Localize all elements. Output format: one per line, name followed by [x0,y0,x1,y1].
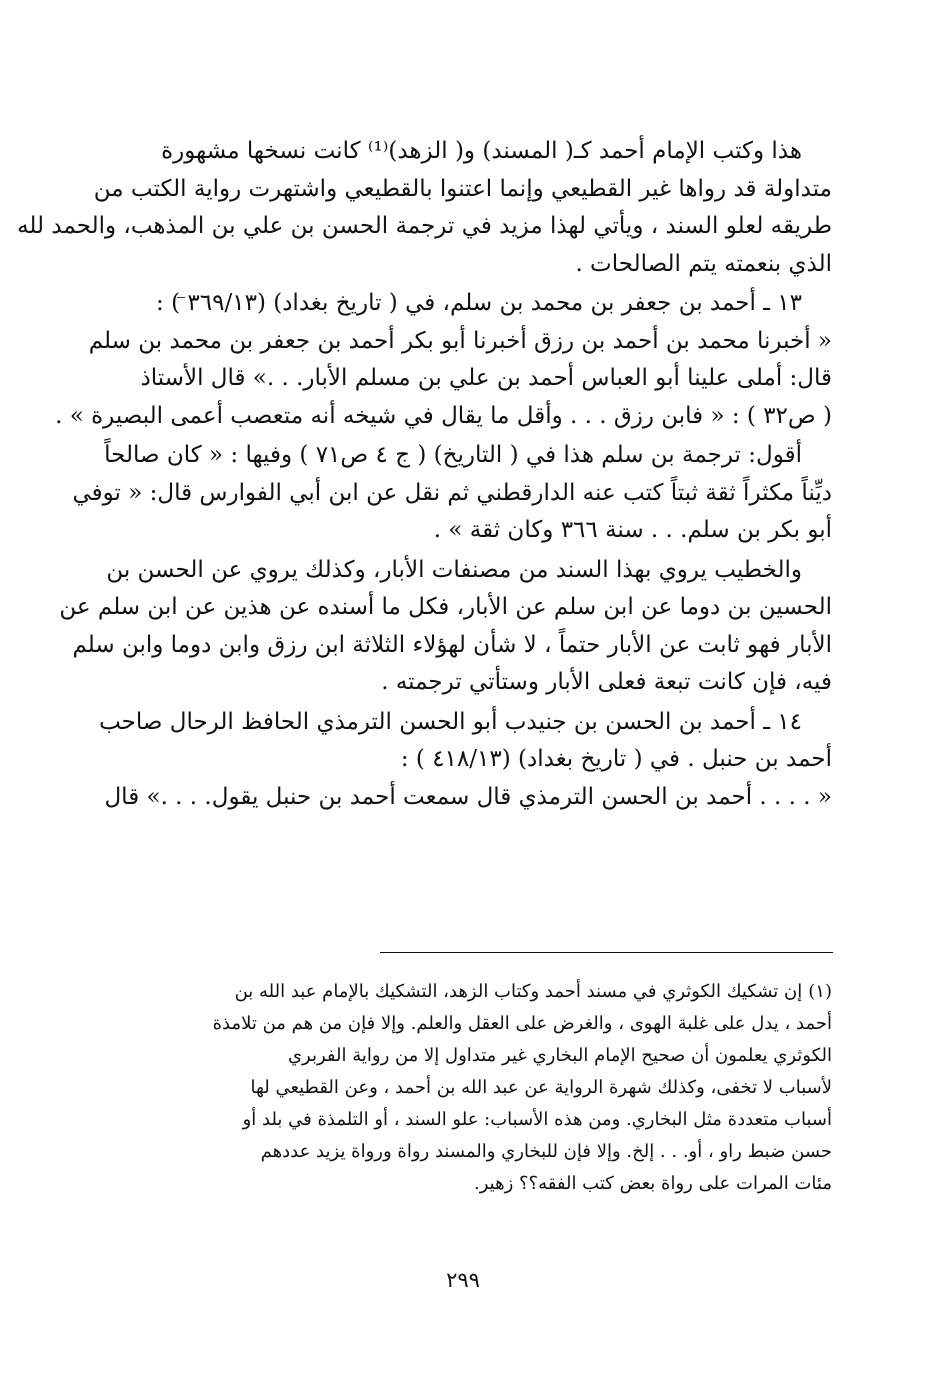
footnote-separator [380,952,833,953]
text-line: طريقه لعلو السند ، ويأتي لهذا مزيد في ترجمة الحسن بن علي بن المذهب، والحمد لله [17,213,832,239]
footnote-line: حسن ضبط راو ، أو. . . إلخ. وإلا فإن للبخاري والمسند رواة ورواة يزيد عددهم [260,1141,832,1162]
text-line: « أخبرنا محمد بن أحمد بن رزق أخبرنا أبو بكر أحمد بن جعفر بن محمد بن سلم [88,327,832,354]
footnote [118,976,832,1200]
stray-mark [177,297,185,298]
text-line: قال: أملى علينا أبو العباس أحمد بن علي بن مسلم الأبار. . .» قال الأستاذ [140,365,832,391]
text-line: والخطيب يروي بهذا السند من مصنفات الأبار، وكذلك يروي عن الحسن بن [106,556,802,583]
paragraph-3 [72,437,832,550]
text-line: هذا وكتب الإمام أحمد كـ( المسند) و( الزهد)⁽¹⁾ كانت نسخها مشهورة [161,138,802,164]
main-text [17,133,832,818]
footnote-line [118,976,832,1008]
footnote-number: (١) [808,981,832,1002]
footnote-line: أسباب متعددة مثل البخاري. ومن هذه الأسباب: علو السند ، أو التلمذة في بلد أو [242,1109,832,1130]
footnote-line: الكوثري يعلمون أن صحيح الإمام البخاري غير متداول إلا من رواية الفربري [287,1045,832,1066]
text-line: متداولة قد رواها غير القطيعي وإنما اعتنوا بالقطيعي واشتهرت رواية الكتب من [93,175,832,202]
text-line: « . . . . أحمد بن الحسن الترمذي قال سمعت أحمد بن حنبل يقول. . . .» قال [104,783,832,810]
page-number: ٢٩٩ [446,1268,480,1292]
text-line: ١٤ ـ أحمد بن الحسن بن جنيدب أبو الحسن الترمذي الحافظ الرحال صاحب [99,708,802,735]
text-line: ( ص٣٢ ) : « فابن رزق . . . وأقل ما يقال في شيخه أنه متعصب أعمى البصيرة » . [55,402,832,429]
footnote-text: إن تشكيك الكوثري في مسند أحمد وكتاب الزهد، التشكيك بالإمام عبد الله بن [234,981,803,1002]
text-line: ١٣ ـ أحمد بن جعفر بن محمد بن سلم، في ( تاريخ بغداد) (٣٦٩/١٣ ) : [156,290,802,316]
paragraph-1 [17,133,832,283]
text-line: ديِّناً مكثراً ثقة ثبتاً كتب عنه الدارقطني ثم نقل عن ابن أبي الفوارس قال: « توفي [72,479,832,506]
text-line: أقول: ترجمة بن سلم هذا في ( التاريخ) ( ج ٤ ص٧١ ) وفيها : « كان صالحاً [104,442,802,468]
text-line: الذي بنعمته يتم الصالحات . [575,250,832,277]
text-line: الأبار فهو ثابت عن الأبار حتماً ، لا شأن لهؤلاء الثلاثة ابن رزق وابن دوما وابن سلم [72,631,832,658]
footnote-line: أحمد ، يدل على غلبة الهوى ، والغرض على العقل والعلم. وإلا فإن من هم من تلامذة [212,1013,832,1034]
paragraph-4 [59,552,832,702]
paragraph-2 [55,285,832,435]
footnote-line: لأسباب لا تخفى، وكذلك شهرة الرواية عن عبد الله بن أحمد ، وعن القطيعي لها [250,1077,832,1098]
footnote-line: مئات المرات على رواة بعض كتب الفقه؟؟ زهير. [474,1173,832,1194]
text-line: فيه، فإن كانت تبعة فعلى الأبار وستأتي ترجمته . [381,669,832,695]
text-line: أبو بكر بن سلم. . . سنة ٣٦٦ وكان ثقة » . [433,517,832,543]
text-line: أحمد بن حنبل . في ( تاريخ بغداد) (٤١٨/١٣ ) : [400,746,832,772]
text-line: الحسين بن دوما عن ابن سلم عن الأبار، فكل ما أسنده عن هذين عن ابن سلم عن [59,594,832,620]
paragraph-5 [99,704,832,817]
